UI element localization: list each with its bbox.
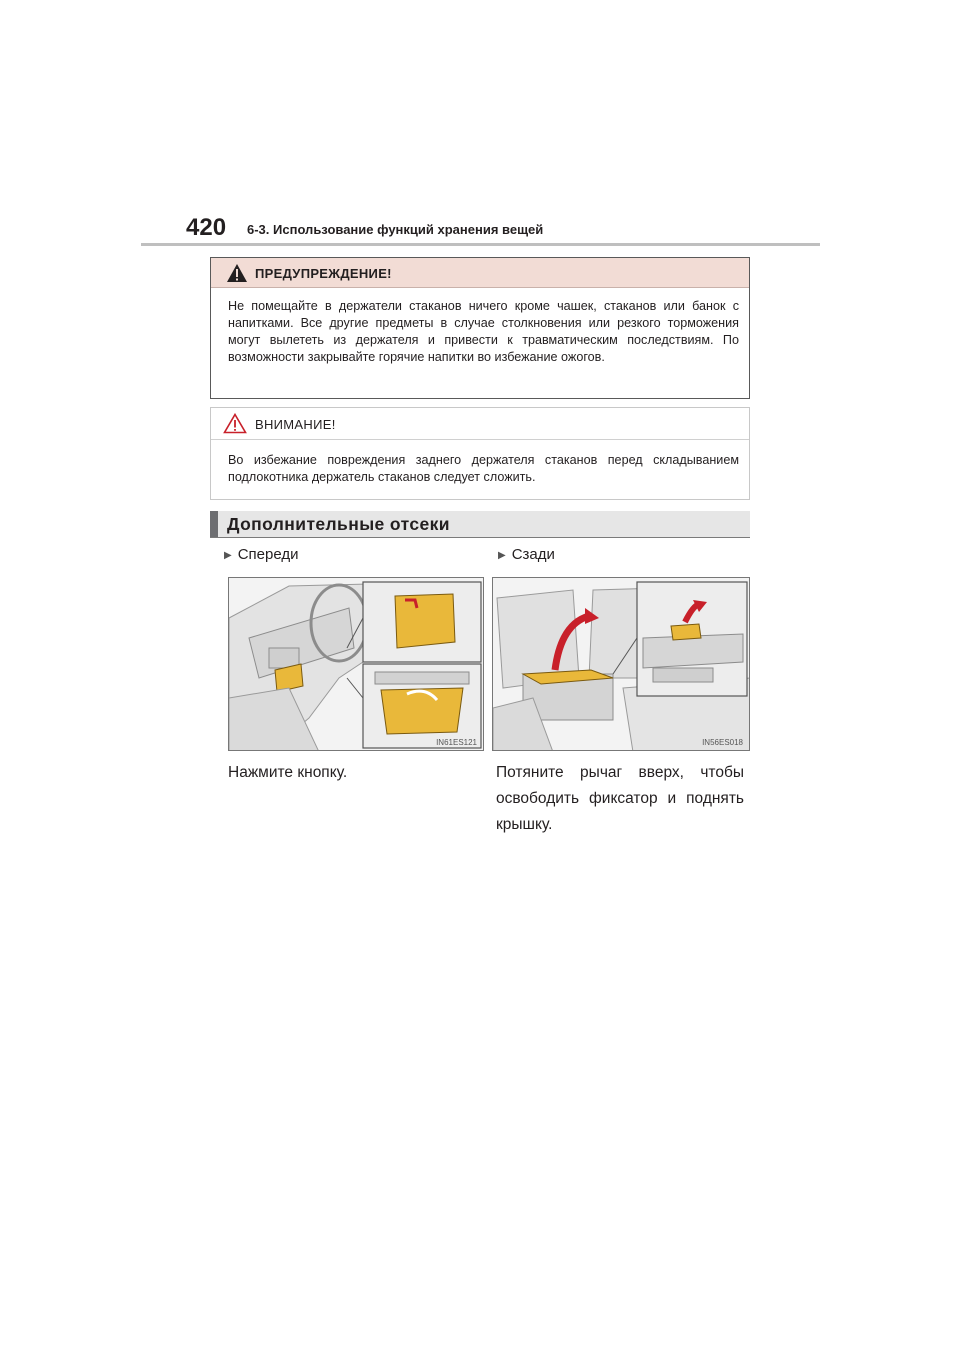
warning-icon — [226, 263, 248, 283]
subheading-bar — [210, 511, 218, 537]
header-rule — [141, 243, 820, 246]
rear-seat-drawing — [493, 578, 750, 751]
rear-caption: Потяните рычаг вверх, чтобы освободить фиксатор и поднять крышку. — [496, 764, 744, 833]
front-glovebox-illustration — [228, 577, 484, 751]
page-number: 420 — [186, 214, 227, 241]
rear-label-text: Сзади — [511, 546, 555, 563]
warning-title: ПРЕДУПРЕЖДЕНИЕ! — [255, 266, 392, 281]
figure-code: IN61ES121 — [436, 738, 477, 747]
caution-header — [211, 408, 749, 440]
section-title: 6-3. Использование функций хранения вещей — [247, 222, 544, 237]
warning-text: Не помещайте в держатели стаканов ничего кроме чашек, стаканов или банок с напитками. Все другие предметы в случае столкновения или резкого торможения могут вылететь из держателя и привести к травматическим последствиям. По возможности закрывайте горячие напитки во избежание ожогов. — [228, 299, 739, 364]
bullet-triangle-icon: ▶ — [224, 550, 232, 561]
caution-title: ВНИМАНИЕ! — [255, 417, 336, 432]
bullet-triangle-icon: ▶ — [498, 550, 506, 561]
subheading-text: Дополнительные отсеки — [227, 514, 450, 534]
front-label-text: Спереди — [237, 546, 299, 563]
front-caption: Нажмите кнопку. — [228, 764, 348, 781]
caution-icon — [223, 413, 247, 434]
section-subheading — [210, 511, 750, 538]
caution-box — [210, 407, 750, 500]
rear-label — [498, 546, 555, 563]
warning-box — [210, 257, 750, 399]
warning-header — [211, 258, 749, 288]
dashboard-drawing — [229, 578, 484, 751]
figure-code: IN56ES018 — [702, 738, 743, 747]
front-label — [224, 546, 299, 563]
rear-armrest-illustration — [492, 577, 750, 751]
caution-text: Во избежание повреждения заднего держателя стаканов перед складыванием подлокотника держатель стаканов следует сложить. — [228, 453, 739, 484]
